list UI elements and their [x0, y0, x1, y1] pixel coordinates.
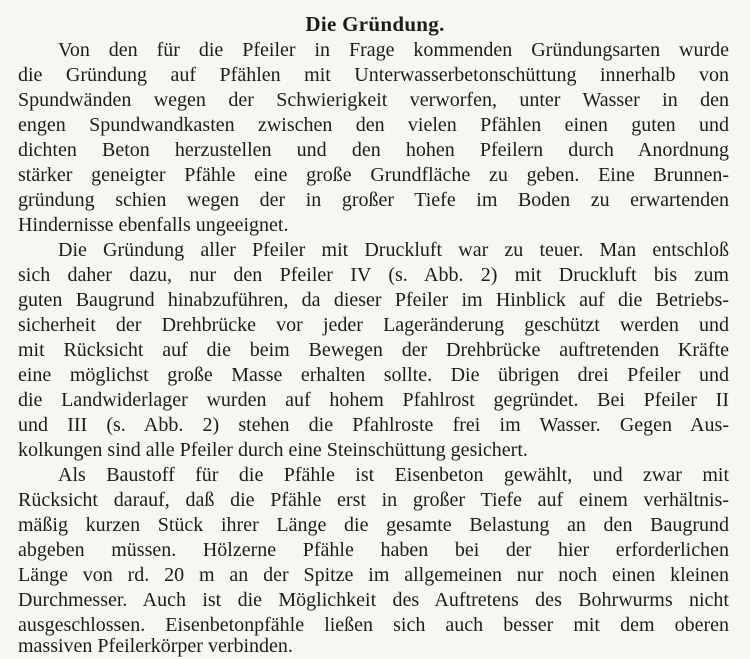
paragraph-3-line-3: mäßig kurzen Stück ihrer Länge die gesamte Belastung an den Baugrund — [18, 514, 729, 536]
paragraph-3-line-1: Als Baustoff für die Pfähle ist Eisenbeton gewählt, und zwar mit — [58, 464, 729, 486]
paragraph-1-line-7: gründung schien wegen der in großer Tiefe im Boden zu erwartenden — [18, 189, 729, 211]
paragraph-1-line-4: engen Spundwandkasten zwischen den vielen Pfählen einen guten und — [18, 114, 729, 136]
paragraph-2-line-8: und III (s. Abb. 2) stehen die Pfahlroste frei im Wasser. Gegen Aus- — [18, 414, 729, 436]
paragraph-3-line-6: Durchmesser. Auch ist die Möglichkeit des Auftretens des Bohrwurms nicht — [18, 589, 729, 611]
paragraph-2-line-2: sich daher dazu, nur den Pfeiler IV (s. Abb. 2) mit Druckluft bis zum — [18, 264, 729, 286]
paragraph-1-line-5: dichten Beton herzustellen und den hohen Pfeilern durch Anordnung — [18, 139, 729, 161]
paragraph-2-line-9: kolkungen sind alle Pfeiler durch eine Steinschüttung gesichert. — [18, 439, 528, 461]
paragraph-2-line-5: mit Rücksicht auf die beim Bewegen der Drehbrücke auftretenden Kräfte — [18, 339, 729, 361]
paragraph-2-line-3: guten Baugrund hinabzuführen, da dieser Pfeiler im Hinblick auf die Betriebs- — [18, 289, 729, 311]
paragraph-2-line-7: die Landwiderlager wurden auf hohem Pfahlrost gegründet. Bei Pfeiler II — [18, 389, 729, 411]
paragraph-2-line-4: sicherheit der Drehbrücke vor jeder Lageränderung geschützt werden und — [18, 314, 729, 336]
section-heading: Die Gründung. — [305, 12, 445, 36]
paragraph-2-line-6: eine möglichst große Masse erhalten sollte. Die übrigen drei Pfeiler und — [18, 364, 729, 386]
paragraph-1-line-1: Von den für die Pfeiler in Frage kommenden Gründungsarten wurde — [58, 39, 729, 61]
paragraph-1-line-2: die Gründung auf Pfählen mit Unterwasserbetonschüttung innerhalb von — [18, 64, 729, 86]
paragraph-1-line-8: Hindernisse ebenfalls ungeeignet. — [18, 214, 289, 236]
paragraph-3-line-4: abgeben müssen. Hölzerne Pfähle haben bei der hier erforderlichen — [18, 539, 729, 561]
paragraph-3-line-2: Rücksicht darauf, daß die Pfähle erst in großer Tiefe auf einem verhältnis- — [18, 489, 729, 511]
paragraph-1-line-6: stärker geneigter Pfähle eine große Grundfläche zu geben. Eine Brunnen- — [18, 164, 729, 186]
paragraph-3-line-5: Länge von rd. 20 m an der Spitze im allgemeinen nur noch einen kleinen — [18, 564, 729, 586]
paragraph-3-line-7: ausgeschlossen. Eisenbetonpfähle ließen sich auch besser mit dem oberen — [18, 614, 729, 636]
paragraph-2-line-1: Die Gründung aller Pfeiler mit Druckluft war zu teuer. Man entschloß — [58, 239, 729, 261]
paragraph-3-line-8: massiven Pfeilerkörper verbinden. — [18, 635, 293, 657]
paragraph-1-line-3: Spundwänden wegen der Schwierigkeit verworfen, unter Wasser in den — [18, 89, 729, 111]
